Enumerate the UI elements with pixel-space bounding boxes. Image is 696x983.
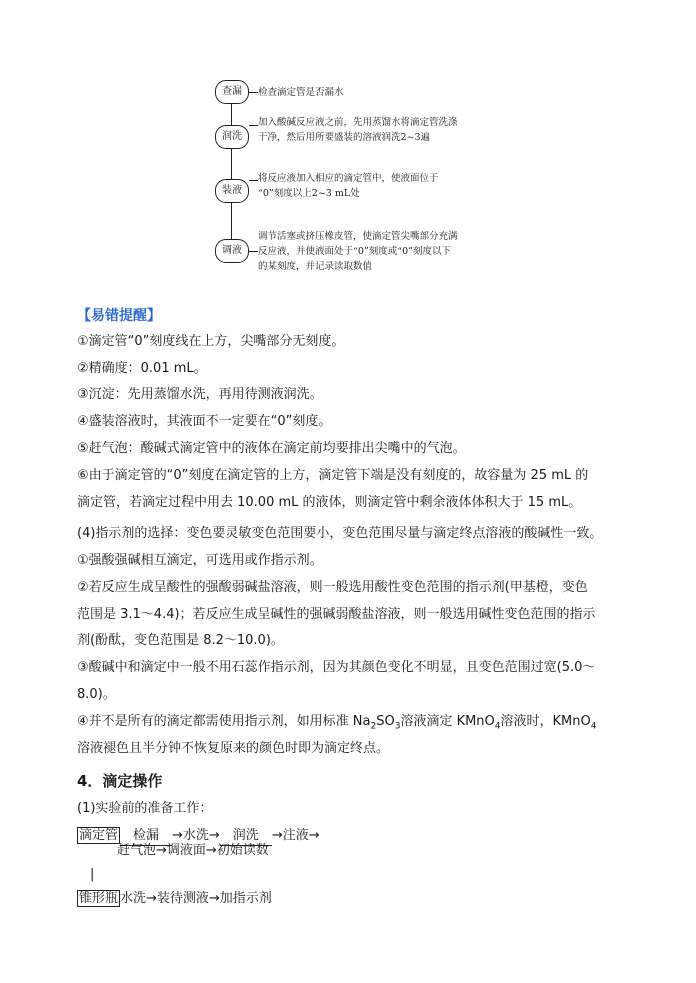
tip-item: 滴定管，若滴定过程中用去 10.00 mL 的液体，则滴定管中剩余液体体积大于 15 mL。 [77,495,582,510]
burette-label: 滴定管 [79,828,119,843]
blank-rinse: 润洗 [220,827,272,846]
prep-text: (1)实验前的准备工作： [77,801,213,816]
indicator-line: ①强酸强碱相互滴定，可选用或作指示剂。 [77,553,323,568]
indicator-line: ②若反应生成呈酸性的强酸弱碱盐溶液，则一般选用酸性变色范围的指示剂(甲基橙，变色 [77,580,588,595]
flow-branch [249,92,258,93]
flow-desc-adjust: 调节活塞或挤压橡皮管，使滴定管尖嘴部分充满 反应液，并使液面处于“0”刻度或“0”刻度以下 的某刻度，并记录读取数值 [258,231,458,272]
tip-item: ⑥由于滴定管的“0”刻度在滴定管的上方，滴定管下端是没有刻度的，故容量为 25 mL 的 [77,468,589,483]
tip-item: ①滴定管“0”刻度线在上方，尖嘴部分无刻度。 [77,334,345,349]
flow-connector [231,146,232,181]
flow-connector [231,103,232,127]
tip-item: ②精确度：0.01 mL。 [77,361,207,376]
tips-title: 【易错提醒】 [77,308,161,324]
flow-connector [231,200,232,240]
branch-bar: | [90,867,95,882]
indicator-line-formula: ④并不是所有的滴定都需使用指示剂，如用标准 $Na_2SO_3$溶液滴定 KMnO$_4$溶液时，KMnO$_4$ [77,714,597,732]
indicator-line: 剂(酚酞，变色范围是 8.2～10.0)。 [77,633,284,648]
flow-desc-check-leak: 检查滴定管是否漏水 [258,87,344,98]
flow-branch [249,125,258,126]
flow-node-rinse: 润洗 [215,125,249,149]
section-heading: 4．滴定操作 [77,772,163,790]
indicator-line: 8.0)。 [77,687,116,702]
flow-branch [249,251,258,252]
blank-check-leak: 检漏 [120,827,172,846]
burette-steps: 滴定管 检漏 →水洗→ 润洗 →注液→ [77,827,320,846]
indicator-line: 溶液褪色且半分钟不恢复原来的颜色时即为滴定终点。 [77,741,390,756]
flow-node-adjust: 调液 [215,239,249,263]
tip-item: ③沉淀：先用蒸馏水洗，再用待测液润洗。 [77,387,323,402]
indicator-line: ③酸碱中和滴定中一般不用石蕊作指示剂，因为其颜色变化不明显，且变色范围过宽(5.0～ [77,660,596,675]
flask-label: 锥形瓶 [79,891,119,906]
flow-node-check-leak: 查漏 [215,80,249,104]
indicator-line: 范围是 3.1～4.4)；若反应生成呈碱性的强碱弱酸盐溶液，则一般选用碱性变色范围的指示 [77,607,596,622]
flow-node-fill: 装液 [215,179,249,203]
burette-steps-2: 赶气泡→调液面→初始读数 [117,843,269,858]
flow-branch [249,180,258,181]
tip-item: ⑤赶气泡：酸碱式滴定管中的液体在滴定前均要排出尖嘴中的气泡。 [77,441,466,456]
indicator-line: (4)指示剂的选择：变色要灵敏变色范围要小，变色范围尽量与滴定终点溶液的酸碱性一致。 [77,526,603,541]
flow-desc-fill: 将反应液加入相应的滴定管中，使液面位于 “0”刻度以上2~3 mL处 [258,173,439,199]
tip-item: ④盛装溶液时，其液面不一定要在“0”刻度。 [77,414,332,429]
flow-desc-rinse: 加入酸碱反应液之前，先用蒸馏水将滴定管洗涤 干净，然后用所要盛装的溶液润洗2~3遍 [258,117,458,143]
flask-steps: 锥形瓶 水洗→装待测液→加指示剂 [79,891,272,906]
